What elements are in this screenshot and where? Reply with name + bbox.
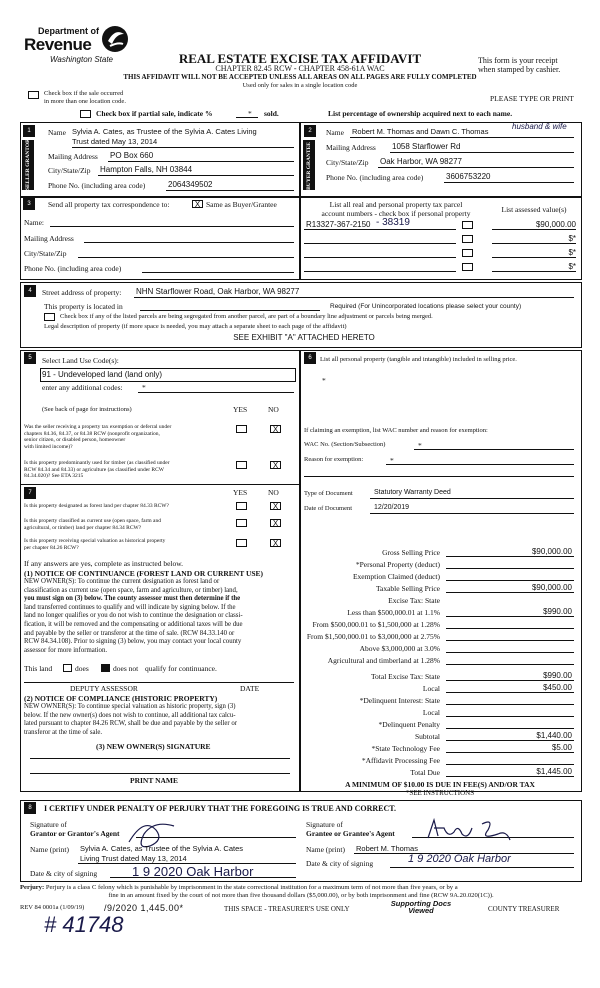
required-note: Required (For Unincorporated locations please select your county)	[330, 303, 522, 310]
swoosh-logo-icon	[100, 24, 130, 54]
section-6-marker: 6	[304, 352, 316, 364]
new-owner-signature-line[interactable]	[30, 758, 290, 759]
grantor-name-line2[interactable]: Living Trust dated May 13, 2014	[80, 854, 187, 863]
corr-mailing-underline[interactable]	[84, 242, 294, 243]
multi-location-label-1: Check box if the sale occurred	[44, 90, 124, 97]
pct-ownership-note: List percentage of ownership acquired next to each name.	[328, 109, 513, 118]
same-as-buyer-label: Same as Buyer/Grantee	[206, 200, 277, 209]
tax-row-label: *State Technology Fee	[371, 744, 440, 753]
corr-mailing-label: Mailing Address	[24, 234, 74, 243]
multi-location-label-2: in more than one location code.	[44, 98, 126, 105]
continuance-title: (1) NOTICE OF CONTINUANCE (FOREST LAND OR CURRENT USE)	[24, 569, 264, 578]
seller-city-label: City/State/Zip	[48, 166, 91, 175]
forest-land-question: Is this property designated as forest land per chapter 84.33 RCW?	[24, 503, 169, 509]
perjury-notice	[20, 884, 582, 900]
parcel-header-2: account numbers - check box if personal property	[321, 209, 471, 218]
located-in-underline[interactable]	[140, 310, 320, 311]
compliance-title: (2) NOTICE OF COMPLIANCE (HISTORIC PROPERTY)	[24, 694, 218, 703]
tax-row-value[interactable]: $90,000.00	[531, 583, 572, 592]
grantor-signature-label-1: Signature of	[30, 820, 67, 829]
additional-codes-label: enter any additional codes:	[42, 383, 123, 392]
does-label: does	[75, 664, 89, 673]
corr-name-underline[interactable]	[50, 226, 294, 227]
doc-type-value[interactable]: Statutory Warranty Deed	[374, 489, 451, 496]
tax-row-value[interactable]: $90,000.00	[531, 547, 572, 556]
deputy-assessor-label: DEPUTY ASSESSOR	[70, 684, 138, 693]
tax-row-line[interactable]	[446, 652, 574, 653]
land-use-code: 91 - Undeveloped land (land only)	[42, 370, 163, 379]
partial-sale-sold: sold.	[264, 109, 279, 118]
if-any-yes-note: If any answers are yes, complete as instructed below.	[24, 559, 184, 568]
grantor-name-line1[interactable]: Sylvia A. Cates, as Trustee of the Sylvia A. Cates	[80, 844, 243, 853]
seller-phone-underline	[166, 190, 294, 191]
doc-date-underline	[370, 513, 574, 514]
tax-row-line	[446, 740, 574, 741]
exemption-yes-checkbox[interactable]	[236, 425, 247, 433]
tax-row-label: *Delinquent Interest: State	[359, 696, 440, 705]
current-use-no-checkbox[interactable]: X	[270, 519, 281, 527]
corr-city-label: City/State/Zip	[24, 249, 67, 258]
tax-row-label: *Personal Property (deduct)	[355, 560, 440, 569]
segregated-label: Check box if any of the listed parcels are being segregated from another parcel, are part of a boundary line adjustment or parcels being merged.	[60, 313, 433, 320]
tax-row-line[interactable]	[446, 716, 574, 717]
section-7-no-header: NO	[268, 488, 279, 497]
doc-type-label: Type of Document	[304, 490, 353, 497]
doc-type-underline	[370, 498, 574, 499]
section-3-marker: 3	[23, 198, 35, 210]
parcel-number-underline[interactable]	[304, 243, 456, 244]
grantee-date-label: Date & city of signing	[306, 859, 374, 868]
grantor-name-label: Name (print)	[30, 845, 69, 854]
buyer-phone-label: Phone No. (including area code)	[326, 173, 424, 182]
parcel-number-underline	[304, 229, 456, 230]
compliance-body: NEW OWNER(S): To continue special valuation as historic property, sign (3) below. If the new owner(s) does not wish to continue, all additional tax calcu- lated pursuant to chapter 84.26 RCW, shall be due and payable by the seller or transferor at the time of sale.	[24, 703, 238, 736]
qualify-label: qualify for continuance.	[145, 664, 217, 673]
seller-phone-label: Phone No. (including area code)	[48, 181, 146, 190]
tax-row-label: Gross Selling Price	[382, 548, 440, 557]
timber-question: Is this property predominantly used for timber (as classified under RCW 84.34 and 84.33) or agriculture (as classified under RCW 84.34.020)? See ETA 3215	[24, 460, 170, 479]
assessed-value[interactable]: $*	[568, 234, 576, 243]
grantor-date-handwritten[interactable]: 1 9 2020 Oak Harbor	[132, 864, 254, 879]
buyer-mailing-value[interactable]: 1058 Starflower Rd	[392, 142, 461, 151]
seller-name-line2[interactable]: Trust dated May 13, 2014	[72, 137, 158, 146]
section-2-marker: 2	[304, 125, 316, 137]
parcel-number[interactable]: R13327-367-2150	[306, 220, 371, 229]
new-owner-signature-label: (3) NEW OWNER(S) SIGNATURE	[96, 742, 211, 751]
additional-codes-underline	[138, 392, 294, 393]
type-or-print: PLEASE TYPE OR PRINT	[490, 94, 574, 103]
personal-property-value[interactable]: *	[322, 376, 326, 385]
tax-row-label: From $1,500,000.01 to $3,000,000 at 2.75%	[306, 632, 440, 641]
additional-codes-value[interactable]: *	[142, 383, 146, 392]
minimum-fee-note: A MINIMUM OF $10.00 IS DUE IN FEE(S) AND/OR TAX	[345, 780, 535, 789]
corr-phone-label: Phone No. (including area code)	[24, 264, 122, 273]
form-number: REV 84 0001a (1/09/19)	[20, 904, 85, 911]
section-7-marker: 7	[24, 487, 36, 499]
cashier-stamp: /9/2020 1,445.00*	[104, 903, 184, 913]
seller-name-line1[interactable]: Sylvia A. Cates, as Trustee of the Sylvia A. Cates Living	[72, 127, 257, 136]
tax-row-label: Subtotal	[414, 732, 440, 741]
form-title: REAL ESTATE EXCISE TAX AFFIDAVIT	[178, 51, 422, 66]
tax-row-label: Local	[422, 684, 440, 693]
same-as-buyer-checkbox[interactable]: X	[192, 200, 203, 208]
section-8-marker: 8	[24, 802, 36, 814]
wac-label: WAC No. (Section/Subsection)	[304, 441, 386, 448]
exemption-question: Was the seller receiving a property tax exemption or deferral under chapters 84.36, 84.37, or 84.38 RCW (nonprofit organization, senior citizen, or disabled person, homeowner with limited income)?	[24, 424, 172, 450]
located-in-label: This property is located in	[44, 302, 123, 311]
reason-underline	[386, 464, 574, 465]
current-use-question: Is this property classified as current use (open space, farm and agricultural, or timber) land per chapter 84.34 RCW?	[24, 518, 161, 531]
reason-label: Reason for exemption:	[304, 456, 364, 463]
tax-row-value[interactable]: $990.00	[543, 671, 572, 680]
tax-row-line[interactable]	[446, 764, 574, 765]
tax-row-value[interactable]: $990.00	[543, 607, 572, 616]
land-use-yes-header: YES	[233, 405, 248, 414]
single-location-note: Used only for sales in a single location code	[242, 82, 358, 89]
tax-row-line[interactable]	[446, 728, 574, 729]
grantee-signature-label-2: Grantee or Grantee's Agent	[306, 829, 395, 838]
tax-row-label: Total Due	[410, 768, 440, 777]
buyer-name-underline	[350, 137, 574, 138]
deputy-assessor-line[interactable]	[24, 682, 294, 683]
exemption-no-checkbox[interactable]: X	[270, 425, 281, 433]
grantee-date-handwritten[interactable]: 1 9 2020 Oak Harbor	[408, 853, 511, 865]
perjury-label: Perjury:	[20, 884, 45, 891]
buyer-phone-value[interactable]: 3606753220	[446, 172, 491, 181]
dor-logo	[24, 24, 134, 68]
exemption-claim-label: If claiming an exemption, list WAC number and reason for exemption:	[304, 427, 488, 434]
county-treasurer-label: COUNTY TREASURER	[488, 905, 560, 913]
tax-row-label: Above $3,000,000 at 3.0%	[359, 644, 440, 653]
tax-row-label: From $500,000.01 to $1,500,000 at 1.28%	[312, 620, 440, 629]
grantee-signature-scribble-icon	[424, 814, 514, 844]
grantee-name-label: Name (print)	[306, 845, 345, 854]
buyer-city-value[interactable]: Oak Harbor, WA 98277	[380, 157, 462, 166]
timber-no-checkbox[interactable]: X	[270, 461, 281, 469]
corr-city-underline[interactable]	[78, 257, 294, 258]
forest-yes-checkbox[interactable]	[236, 502, 247, 510]
tax-row-line[interactable]	[446, 568, 574, 569]
assessed-value-underline	[492, 243, 576, 244]
tax-row-label: Excise Tax: State	[388, 596, 440, 605]
tax-row-label: Taxable Selling Price	[375, 584, 440, 593]
does-not-qualify-checkbox[interactable]	[101, 664, 110, 672]
tax-row-value[interactable]: $1,440.00	[536, 731, 572, 740]
parcel-number-underline[interactable]	[304, 257, 456, 258]
grantor-date-label: Date & city of signing	[30, 869, 98, 878]
forest-no-checkbox[interactable]: X	[270, 502, 281, 510]
assessed-value-underline	[492, 257, 576, 258]
section-7-divider	[20, 484, 299, 485]
land-use-label: Select Land Use Code(s):	[42, 356, 119, 365]
street-value[interactable]: NHN Starflower Road, Oak Harbor, WA 98277	[136, 287, 300, 296]
buyer-side-text: BUYER GRANTEE	[306, 142, 312, 190]
personal-property-label: List all personal property (tangible and intangible) included in selling price.	[320, 356, 517, 363]
supporting-docs-stamp: Supporting Docs Viewed	[390, 899, 452, 915]
section-7-yes-header: YES	[233, 488, 248, 497]
assessed-value-underline	[492, 229, 576, 230]
current-use-yes-checkbox[interactable]	[236, 519, 247, 527]
tax-row-line	[446, 752, 574, 753]
deputy-date-label: DATE	[240, 684, 260, 693]
partial-sale-label: Check box if partial sale, indicate %	[96, 109, 213, 118]
logo-dept-line1: Department of	[38, 26, 100, 36]
buyer-mailing-underline	[390, 152, 574, 153]
tax-row-line	[446, 680, 574, 681]
tax-row-line	[446, 556, 574, 557]
seller-phone-value[interactable]: 2064349502	[168, 180, 213, 189]
tax-row-line[interactable]	[446, 628, 574, 629]
tax-row-line[interactable]	[446, 704, 574, 705]
partial-sale-pct[interactable]: *	[248, 109, 252, 118]
tax-row-value[interactable]: $450.00	[543, 683, 572, 692]
buyer-name-handwritten: husband & wife	[512, 122, 567, 131]
seller-city-underline	[98, 175, 294, 176]
perjury-text-2: fine in an amount fixed by the court of not more than five thousand dollars ($5,000.00), or by both imprisonment and fine (RCW 9A.20.020(1C)).	[108, 892, 494, 899]
seller-mailing-value[interactable]: PO Box 660	[110, 151, 154, 160]
treasurer-use-only: THIS SPACE - TREASURER'S USE ONLY	[224, 905, 350, 913]
print-name-label: PRINT NAME	[130, 776, 178, 785]
personal-property-checkbox[interactable]	[462, 249, 473, 257]
grantee-date-underline	[390, 867, 574, 868]
doc-date-label: Date of Document	[304, 505, 353, 512]
certification-title: I CERTIFY UNDER PENALTY OF PERJURY THAT THE FOREGOING IS TRUE AND CORRECT.	[44, 804, 397, 813]
street-label: Street address of property:	[42, 288, 122, 297]
seller-side-text: SELLER GRANTOR	[25, 138, 31, 190]
section-5-marker: 5	[24, 352, 36, 364]
historic-no-checkbox[interactable]: X	[270, 539, 281, 547]
parcel-header-value: List assessed value(s)	[501, 205, 567, 214]
tax-row-label: *Delinquent Penalty	[378, 720, 440, 729]
tax-row-label: *Affidavit Processing Fee	[361, 756, 440, 765]
corr-phone-underline[interactable]	[142, 272, 294, 273]
perjury-text-1: Perjury is a class C felony which is punishable by imprisonment in the state correctional institution for a maximum term of not more than five years, or by a	[45, 884, 458, 891]
tax-row-line	[446, 616, 574, 617]
tax-row-value[interactable]: $5.00	[551, 743, 572, 752]
see-back-note: (See back of page for instructions)	[42, 406, 132, 413]
tax-row-label: Less than $500,000.01 at 1.1%	[347, 608, 440, 617]
tax-row-line	[446, 692, 574, 693]
handwritten-record-number: # 41748	[44, 912, 124, 937]
receipt-note-2: when stamped by cashier.	[478, 65, 561, 74]
buyer-phone-underline	[444, 182, 574, 183]
seller-city-value[interactable]: Hampton Falls, NH 03844	[100, 165, 193, 174]
buyer-city-underline	[378, 167, 574, 168]
reason-value[interactable]: *	[390, 456, 394, 465]
legal-description-value[interactable]: SEE EXHIBIT "A" ATTACHED HERETO	[233, 333, 375, 342]
assessed-value[interactable]: $90,000.00	[535, 220, 576, 229]
buyer-name-label: Name	[326, 128, 344, 137]
assessed-value[interactable]: $*	[568, 262, 576, 271]
land-use-no-header: NO	[268, 405, 279, 414]
multi-location-checkbox[interactable]	[28, 91, 39, 99]
tax-row-line[interactable]	[446, 664, 574, 665]
tax-row-line[interactable]	[446, 640, 574, 641]
correspondence-label: Send all property tax correspondence to:	[48, 200, 170, 209]
segregated-checkbox[interactable]	[44, 313, 55, 321]
historic-question: Is this property receiving special valuation as historical property per chapter 84.26 RCW?	[24, 538, 166, 551]
buyer-mailing-label: Mailing Address	[326, 143, 376, 152]
tax-row-value[interactable]: $1,445.00	[536, 767, 572, 776]
tax-row-label: Local	[422, 708, 440, 717]
doc-date-value[interactable]: 12/20/2019	[374, 504, 410, 511]
tax-row-line[interactable]	[446, 580, 574, 581]
tax-row-label: Agricultural and timberland at 1.28%	[327, 656, 440, 665]
personal-property-checkbox[interactable]	[462, 221, 473, 229]
parcel-number-handwritten: - 38319	[376, 217, 410, 228]
partial-sale-checkbox[interactable]	[80, 110, 91, 118]
form-chapter: CHAPTER 82.45 RCW - CHAPTER 458-61A WAC	[215, 64, 385, 73]
tax-row-label: Total Excise Tax: State	[370, 672, 440, 681]
grantee-name-value[interactable]: Robert M. Thomas	[356, 844, 418, 853]
does-qualify-checkbox[interactable]	[63, 664, 72, 672]
see-instructions-note: *SEE INSTRUCTIONS	[405, 789, 475, 797]
timber-yes-checkbox[interactable]	[236, 461, 247, 469]
assessed-value[interactable]: $*	[568, 248, 576, 257]
tax-row-line	[446, 776, 574, 777]
legal-description-label: Legal description of property (if more space is needed, you may attach a separate sheet to each page of the affidavit)	[44, 323, 347, 330]
historic-yes-checkbox[interactable]	[236, 539, 247, 547]
tax-row-line	[446, 592, 574, 593]
personal-property-checkbox[interactable]	[462, 235, 473, 243]
grantee-signature-label-1: Signature of	[306, 820, 343, 829]
continuance-body: NEW OWNER(S): To continue the current designation as forest land or classification as current use (open space, farm and agriculture, or timber) land, you must sign on (3) below. The county assessor must then determine if the land transferred continues to qualify and will indicate by signing below. If the land no longer qualifies or you do not wish to continue the designation or classi- fication, it will be removed and the compensating or additional taxes will be due and payable by the seller or transferor at the time of sale. (RCW 84.33.140 or RCW 84.34.108). Prior to signing (3) below, you may contact your local county assessor for more information.	[24, 578, 243, 654]
wac-underline	[414, 449, 574, 450]
parcel-number-underline[interactable]	[304, 271, 456, 272]
parcel-header-1: List all real and personal property tax parcel	[329, 200, 463, 209]
grantor-date-underline	[110, 877, 296, 878]
seller-name-underline	[72, 147, 294, 148]
seller-name-label: Name	[48, 128, 66, 137]
seller-mailing-underline	[108, 161, 294, 162]
tax-row-label: Exemption Claimed (deduct)	[352, 572, 440, 581]
receipt-note-1: This form is your receipt	[478, 56, 558, 65]
section-4-marker: 4	[24, 285, 36, 297]
does-not-label: does not	[113, 664, 139, 673]
print-name-line[interactable]	[30, 773, 290, 774]
seller-mailing-label: Mailing Address	[48, 152, 98, 161]
buyer-name-value[interactable]: Robert M. Thomas and Dawn C. Thomas	[352, 127, 489, 136]
grantor-signature-label-2: Grantor or Grantor's Agent	[30, 829, 120, 838]
logo-dept-line3: Washington State	[50, 55, 114, 64]
this-land-label: This land	[24, 664, 53, 673]
corr-name-label: Name:	[24, 218, 44, 227]
personal-property-checkbox[interactable]	[462, 263, 473, 271]
section-1-marker: 1	[23, 125, 35, 137]
form-warning: THIS AFFIDAVIT WILL NOT BE ACCEPTED UNLESS ALL AREAS ON ALL PAGES ARE FULLY COMPLETED	[123, 73, 477, 81]
wac-value[interactable]: *	[418, 441, 422, 450]
street-underline	[134, 297, 574, 298]
assessed-value-underline	[492, 271, 576, 272]
reason-underline-2	[304, 476, 574, 477]
logo-dept-line2: Revenue	[24, 35, 92, 54]
partial-sale-underline	[236, 117, 258, 118]
buyer-city-label: City/State/Zip	[326, 158, 369, 167]
